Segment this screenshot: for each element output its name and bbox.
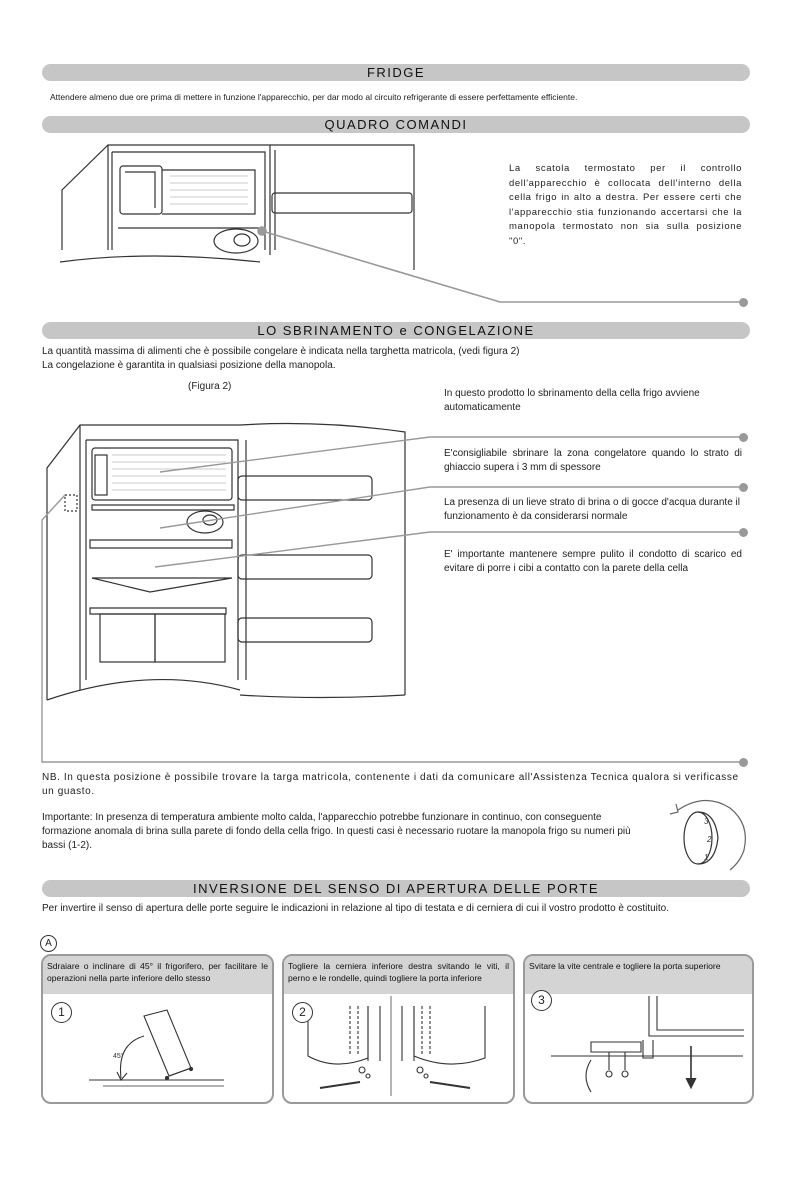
callout-congelatore: E'consigliabile sbrinare la zona congelatore quando lo strato di ghiaccio supera i 3 mm di spessore: [444, 448, 742, 473]
step-1-number: 1: [51, 1002, 72, 1023]
step-2-number: 2: [292, 1002, 313, 1023]
callout-condotto-scarico: E' importante mantenere sempre pulito il condotto di scarico ed evitare di porre i cibi a contatto con la parete della cella: [444, 549, 742, 574]
callout-dot-2: [739, 483, 748, 492]
importante-note: Importante: In presenza di temperatura ambiente molto calda, l'apparecchio potrebbe funzionare in continuo, con conseguente formazione anomala di brina sulla parete di fondo della cella frigo. In questi casi è necessario ruotare la manopola frigo su numeri più bassi (1-2).: [42, 812, 631, 851]
inversione-intro: Per invertire il senso di apertura delle porte seguire le indicazioni in relazione al tipo di testata e di cerniera di cui il vostro prodotto è costituito.: [42, 903, 670, 914]
knob-number-3: 3: [704, 817, 709, 826]
step-1-card: [41, 954, 274, 1104]
fridge-intro: Attendere almeno due ore prima di mettere in funzione l'apparecchio, per dar modo al circuito refrigerante di essere perfettamente efficiente.: [50, 92, 578, 102]
knob-number-1: 1: [704, 853, 709, 862]
callout-dot-3: [739, 528, 748, 537]
knob-number-2: 2: [707, 835, 712, 844]
callout-sbrinamento-automatico: In questo prodotto lo sbrinamento della cella frigo avviene automaticamente: [444, 388, 700, 413]
step-3-card: [523, 954, 754, 1104]
step-3-panel: [531, 996, 746, 1096]
callout-dot-4: [739, 758, 748, 767]
section-header-sbrinamento: LO SBRINAMENTO e CONGELAZIONE: [42, 322, 750, 339]
hinge-removal-illustration: [290, 996, 505, 1096]
quadro-description: La scatola termostato per il controllo dell'apparecchio è collocata dell'interno della cella frigo in alto a destra. Per essere certi che l'apparecchio stia funzionando accertarsi che la manopola termostato non sia sulla posizione "0".: [509, 163, 742, 247]
step-2-text: Togliere la cerniera inferiore destra svitando le viti, il perno e le rondelle, quindi togliere la porta inferiore: [288, 961, 509, 983]
thermostat-knob-icon: [660, 796, 750, 872]
top-door-removal-illustration: [531, 996, 744, 1096]
callout-dot-1: [739, 433, 748, 442]
sbrinamento-intro-2: La congelazione è garantita in qualsiasi posizione della manopola.: [42, 360, 336, 371]
step-1-panel: [49, 996, 266, 1096]
nb-note: NB. In questa posizione è possibile trovare la targa matricola, contenente i dati da comunicare all'Assistenza Tecnica qualora si verificasse un guasto.: [42, 772, 739, 797]
step-3-number: 3: [531, 990, 552, 1011]
sbrinamento-intro-1: La quantità massima di alimenti che è possibile congelare è indicata nella targhetta matricola, (vedi figura 2): [42, 346, 520, 357]
section-header-fridge: FRIDGE: [42, 64, 750, 81]
step-1-text: Sdraiare o inclinare di 45° il frigorifero, per facilitare le operazioni nella parte inferiore dello stesso: [47, 961, 268, 983]
callout-brina: La presenza di un lieve strato di brina o di gocce d'acqua durante il funzionamento è da considerarsi normale: [444, 497, 740, 522]
section-header-inversione: INVERSIONE DEL SENSO DI APERTURA DELLE PORTE: [42, 880, 750, 897]
angle-45-label: 45°: [113, 1053, 124, 1060]
tilted-fridge-illustration: [49, 996, 264, 1096]
step-2-panel: [290, 996, 507, 1096]
label-a-badge: A: [40, 935, 57, 952]
section-header-quadro-comandi: QUADRO COMANDI: [42, 116, 750, 133]
step-2-card: [282, 954, 515, 1104]
figura-2-label: (Figura 2): [188, 381, 232, 392]
step-3-text: Svitare la vite centrale e togliere la porta superiore: [529, 961, 721, 971]
